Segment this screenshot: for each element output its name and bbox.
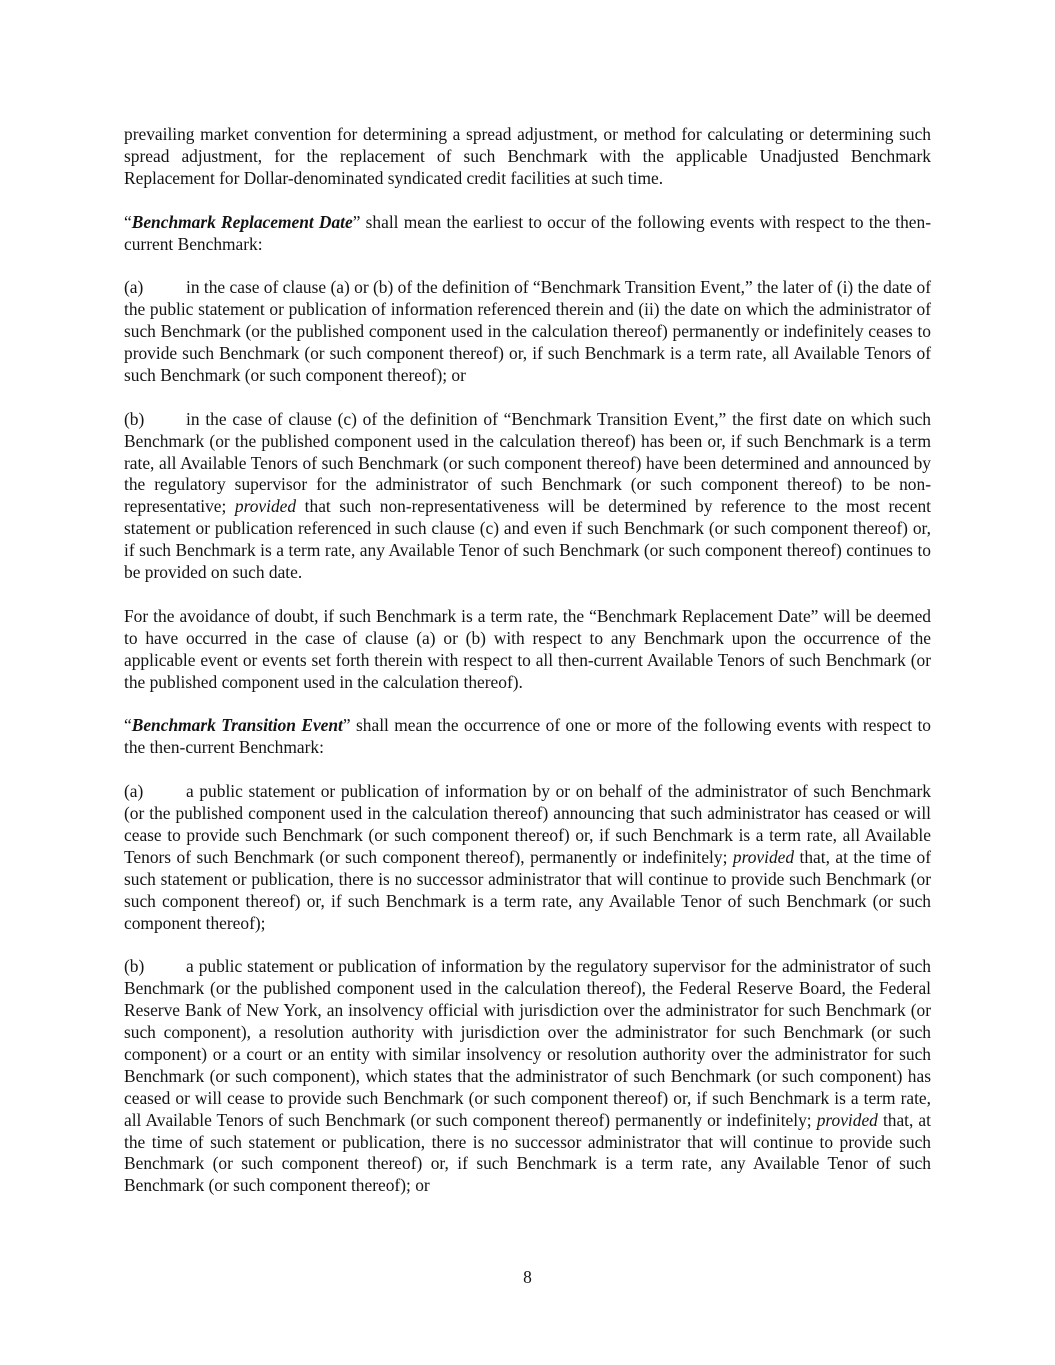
clause-text: a public statement or publication of information by or on behalf of the administrator of such Benchmark (or the published component used in the calculation thereof) announcing that such administrator has ceased or will cease to provide such Benchmark (or such component thereof) or, if such Benchmark is a term rate, all Available Tenors of such Benchmark (or such component thereof), permanently or indefinitely; bbox=[124, 781, 931, 867]
clause-text-continued: that such non-representativeness will be determined by reference to the most recent statement or publication referenced in such clause (c) and even if such Benchmark (or such component thereof) or, if such Benchmark is a term rate, any Available Tenor of such Benchmark (or such component thereof) continues to be provided on such date. bbox=[124, 496, 931, 583]
provided-emphasis: provided bbox=[234, 496, 297, 517]
clause-label: (b) bbox=[124, 408, 145, 429]
document-page bbox=[124, 124, 931, 1197]
clause-label: (b) bbox=[124, 956, 145, 977]
clause-label: (a) bbox=[124, 277, 144, 298]
provided-emphasis: provided bbox=[732, 846, 795, 867]
paragraph-spread-adjustment: prevailing market convention for determining a spread adjustment, or method for calculating or determining such spread adjustment, for the replacement of such Benchmark with the applicable Unadjusted Benchmark Replacement for Dollar-denominated syndicated credit facilities at such time. bbox=[124, 124, 931, 188]
definition-text: ” shall mean the occurrence of one or more of the following events with respect to the then-current Benchmark: bbox=[124, 715, 931, 758]
clause-a-transition-event bbox=[124, 781, 931, 934]
clause-text-continued: that, at the time of such statement or publication, there is no successor administrator that will continue to provide such Benchmark (or such component thereof) or, if such Benchmark is a term rate, any Available Tenor of such Benchmark (or such component thereof); or bbox=[124, 1109, 931, 1196]
clause-text: in the case of clause (c) of the definition of “Benchmark Transition Event,” the first date on which such Benchmark (or the published component used in the calculation thereof) has been or, if such Benchmark is a term rate, all Available Tenors of such Benchmark (or such component thereof) have been determined and announced by the regulatory supervisor for the administrator of such Benchmark (or such component thereof) to be non-representative; bbox=[124, 408, 931, 517]
defined-term: Benchmark Transition Event bbox=[131, 715, 343, 736]
clause-b-replacement-date bbox=[124, 409, 931, 584]
clause-b-transition-event bbox=[124, 956, 931, 1197]
definition-benchmark-transition-event bbox=[124, 715, 931, 759]
clause-label: (a) bbox=[124, 781, 144, 802]
clause-text: in the case of clause (a) or (b) of the definition of “Benchmark Transition Event,” the later of (i) the date of the public statement or publication of information referenced therein and (ii) the date on which the administrator of such Benchmark (or the published component used in the calculation thereof) permanently or indefinitely ceases to provide such Benchmark (or such component thereof) or, if such Benchmark is a term rate, all Available Tenors of such Benchmark (or such component thereof); or bbox=[124, 277, 931, 385]
paragraph-avoidance-of-doubt: For the avoidance of doubt, if such Benchmark is a term rate, the “Benchmark Replacement Date” will be deemed to have occurred in the case of clause (a) or (b) with respect to any Benchmark upon the occurrence of the applicable event or events set forth therein with respect to all then-current Available Tenors of such Benchmark (or the published component used in the calculation thereof). bbox=[124, 605, 931, 692]
open-quote: “ bbox=[124, 715, 132, 736]
defined-term: Benchmark Replacement Date bbox=[131, 211, 353, 232]
definition-benchmark-replacement-date bbox=[124, 212, 931, 256]
clause-text: a public statement or publication of information by the regulatory supervisor for the administrator of such Benchmark (or the published component used in the calculation thereof), the Federal Reserve Board, the Federal Reserve Bank of New York, an insolvency official with jurisdiction over the administrator for such Benchmark (or such component), a resolution authority with jurisdiction over the administrator for such Benchmark (or such component) or a court or an entity with similar insolvency or resolution authority over the administrator for such Benchmark (or such component), which states that the administrator of such Benchmark (or such component) has ceased or will cease to provide such Benchmark (or such component thereof) or, if such Benchmark is a term rate, all Available Tenors of such Benchmark (or such component thereof) permanently or indefinitely; bbox=[124, 956, 931, 1130]
provided-emphasis: provided bbox=[816, 1109, 878, 1130]
clause-a-replacement-date bbox=[124, 277, 931, 387]
clause-text-continued: that, at the time of such statement or publication, there is no successor administrator that will continue to provide such Benchmark (or such component thereof) or, if such Benchmark is a term rate, any Available Tenor of such Benchmark (or such component thereof); bbox=[124, 846, 931, 933]
page-number: 8 bbox=[523, 1267, 532, 1287]
definition-text: ” shall mean the earliest to occur of the following events with respect to the then-current Benchmark: bbox=[124, 211, 931, 254]
open-quote: “ bbox=[124, 211, 132, 232]
